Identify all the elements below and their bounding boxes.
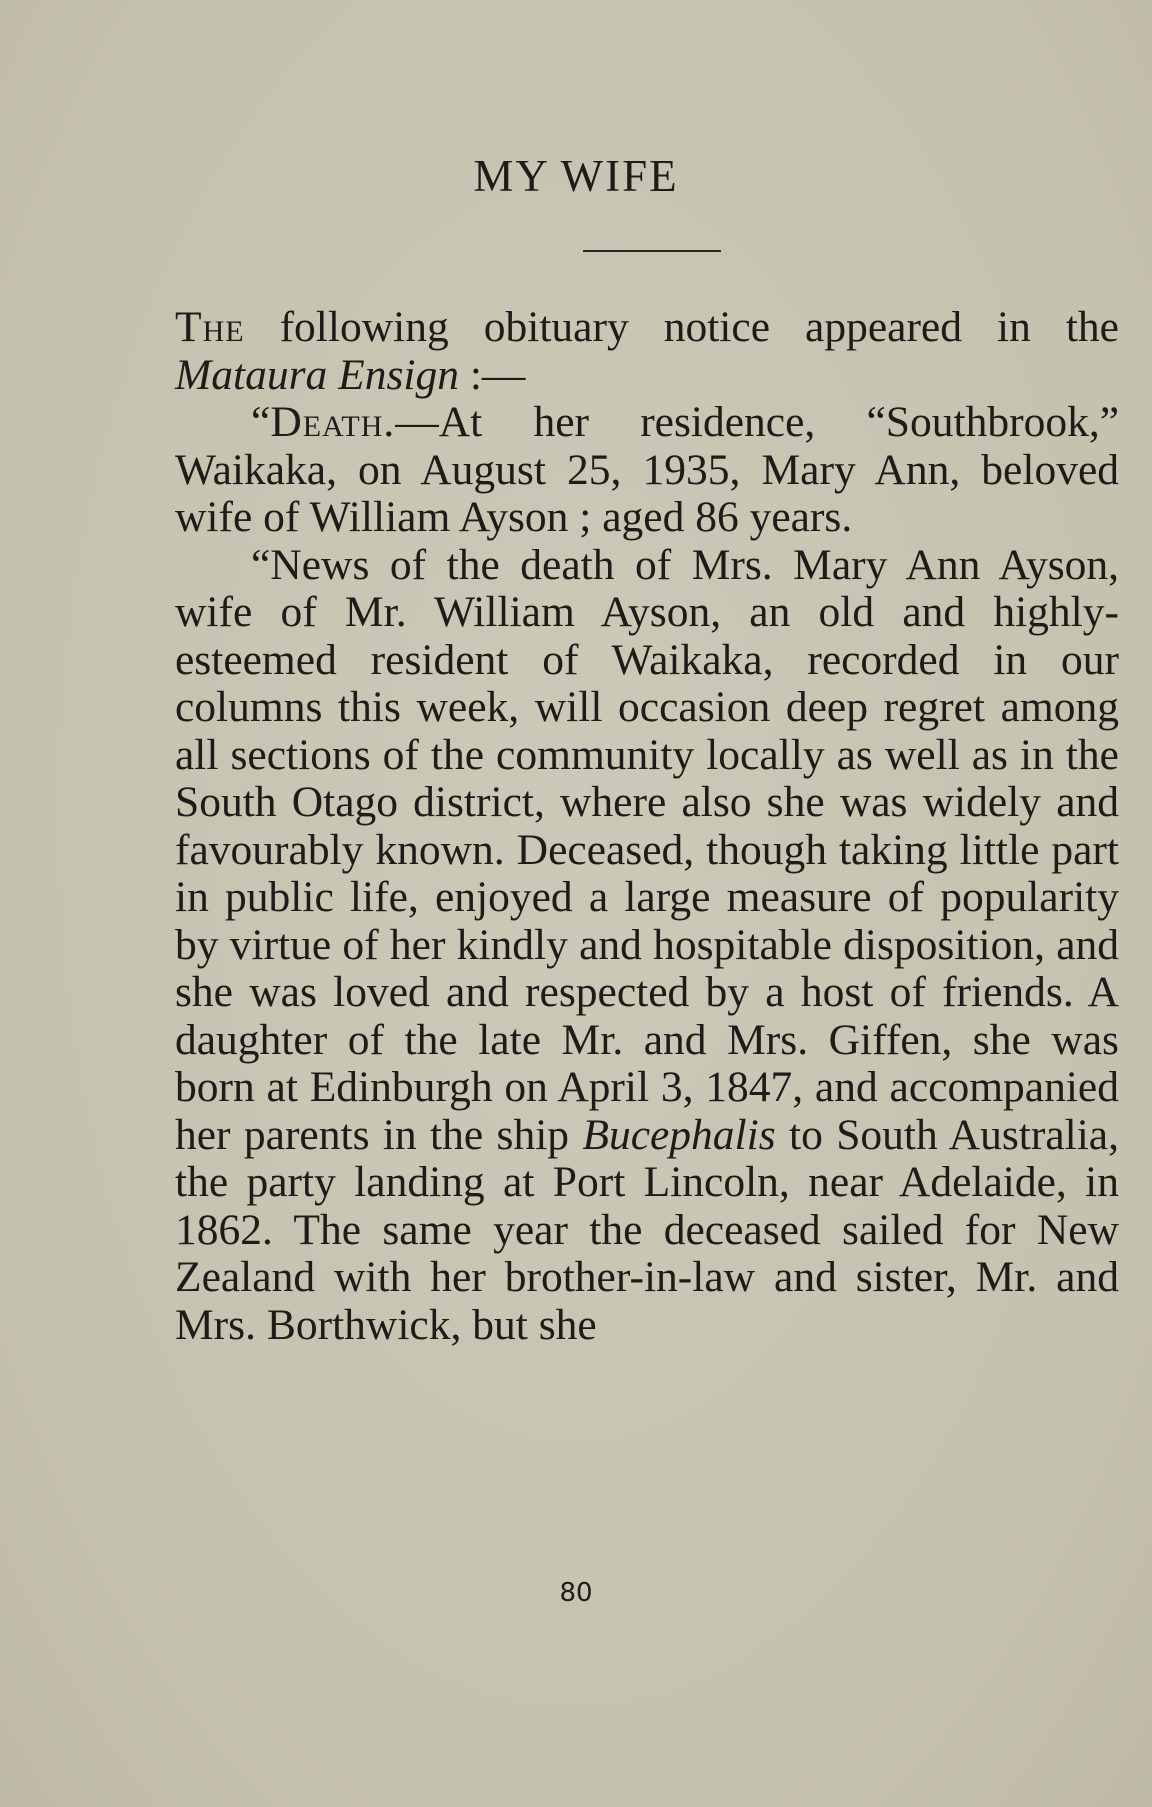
obituary-text-1: “News of the death of Mrs. Mary Ann Ayson, wife of Mr. William Ayson, an old and highly-esteemed resident of Waikaka, recorded in our columns this week, will occasion deep regret among all sections of the community locally as well as in the South Otago district, where also she was widely and favourably known. Deceased, though taking little part in public life, enjoyed a large measure of popularity by virtue of her kindly and hospitable disposition, and she was loved and respected by a host of friends. A daughter of the late Mr. and Mrs. Giffen, she was born at Edinburgh on April 3, 1847, and accompanied her parents in the ship: [175, 540, 1119, 1159]
intro-tail: :—: [458, 350, 526, 399]
intro-lead: The: [175, 303, 245, 351]
paragraph-death-notice: [175, 399, 1119, 542]
newspaper-name: Mataura Ensign: [175, 350, 459, 399]
chapter-title: MY WIFE: [473, 151, 679, 201]
obituary-text-2: to South Australia, the party landing at Port Lincoln, near Adelaide, in 1862. The same year the deceased sailed for New Zealand with her brother-in-law and sister, Mr. and Mrs. Borthwick, but she: [175, 1110, 1119, 1349]
intro-text: following obituary notice appeared in the: [244, 303, 1119, 351]
paragraph-obituary: [175, 542, 1119, 1350]
body-text: [175, 304, 1119, 1349]
title-rule: [583, 250, 721, 252]
paragraph-intro: [175, 304, 1119, 399]
death-open-quote: “: [251, 398, 271, 446]
ship-name: Bucephalis: [582, 1110, 776, 1159]
page-number: 80: [559, 1578, 593, 1608]
death-text: —At her residence, “Southbrook,” Waikaka, on August 25, 1935, Mary Ann, beloved wife of William Ayson ; aged 86 years.: [175, 398, 1119, 541]
death-lead: Death.: [270, 398, 396, 446]
